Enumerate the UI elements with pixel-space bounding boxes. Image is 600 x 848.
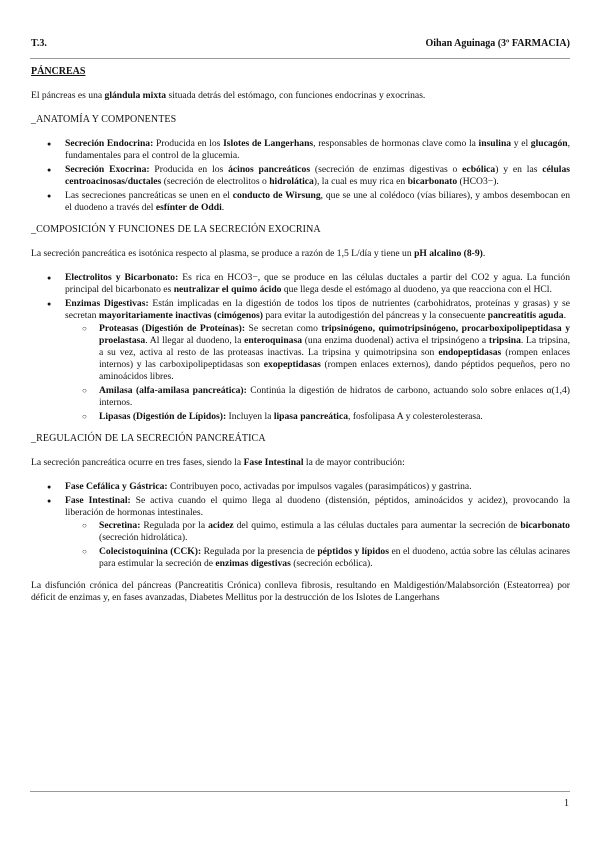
section-heading-regulacion: _REGULACIÓN DE LA SECRECIÓN PANCREÁTICA bbox=[31, 433, 266, 444]
list-item: ○ Amilasa (alfa-amilasa pancreática): Continúa la digestión de hidratos de carbono, actuando solo sobre enlaces α(1,4) internos. bbox=[65, 385, 570, 409]
header-topic: T.3. bbox=[31, 38, 47, 49]
hormonas-sublist bbox=[65, 520, 570, 570]
bold-term: insulina bbox=[478, 138, 512, 149]
list-item: ○ Lipasas (Digestión de Lípidos): Incluyen la lipasa pancreática, fosfolipasa A y colesterolesterasa. bbox=[65, 411, 570, 423]
bold-term: glándula mixta bbox=[104, 90, 167, 101]
bold-term: pH alcalino (8-9) bbox=[414, 248, 483, 259]
list-item: ○ Proteasas (Digestión de Proteínas): Se secretan como tripsinógeno, quimotripsinógeno, procarboxipolipeptidasa y proelastasa. Al llegar al duodeno, la enteroquinasa (una enzima duodenal) activa el tripsinógeno a tripsina. La tripsina, a su vez, activa al resto de las proteasas inactivas. La tripsina y quimotripsina son endopeptidasas (rompen enlaces internos) y las carboxipolipeptidasas son exopeptidasas (rompen enlaces externos), dando péptidos pequeños, pero no aminoácidos libres. bbox=[65, 323, 570, 383]
intro-paragraph: El páncreas es una glándula mixta situada detrás del estómago, con funciones endocrinas y exocrinas. bbox=[31, 90, 426, 101]
list-item: ● Fase Cefálica y Gástrica: Contribuyen poco, activadas por impulsos vagales (parasimpáticos) y gastrina. bbox=[31, 481, 570, 493]
bold-term: Proteasas (Digestión de Proteínas): bbox=[99, 323, 246, 334]
list-item: ● Electrolitos y Bicarbonato: Es rica en HCO3−, que se produce en las células ductales a partir del CO2 y agua. La función principal del bicarbonato es neutralizar el quimo ácido que llega desde el estómago al duodeno, ya que reacciona con el HCl. bbox=[31, 272, 570, 296]
enzimas-sublist bbox=[65, 323, 570, 423]
bold-term: Electrolitos y Bicarbonato: bbox=[65, 272, 179, 283]
header-rule bbox=[30, 58, 570, 59]
regulacion-list bbox=[31, 481, 570, 570]
bold-term: células centroacinosas/ductales bbox=[65, 164, 570, 187]
bold-term: pancreatitis aguda bbox=[487, 310, 564, 321]
list-item: ● Secreción Exocrina: Producida en los ácinos pancreáticos (secreción de enzimas digestivas o ecbólica) y en las células centroacinosas/ductales (secreción de electrolitos o hidrolática), la cual es muy rica en bicarbonato (HCO3−). bbox=[31, 164, 570, 188]
list-item: ● Secreción Endocrina: Producida en los Islotes de Langerhans, responsables de hormonas clave como la insulina y el glucagón, fundamentales para el control de la glucemia. bbox=[31, 138, 570, 162]
bold-term: péptidos y lípidos bbox=[317, 546, 389, 557]
section-heading-anatomia: _ANATOMÍA Y COMPONENTES bbox=[31, 114, 177, 125]
list-item: ○ Secretina: Regulada por la acidez del quimo, estimula a las células ductales para aumentar la secreción de bicarbonato (secreción hidrolática). bbox=[65, 520, 570, 544]
anatomia-list bbox=[31, 138, 570, 214]
bold-term: Secreción Endocrina: bbox=[65, 138, 154, 149]
list-item bbox=[31, 298, 570, 423]
bold-term: Enzimas Digestivas: bbox=[65, 298, 149, 309]
bold-term: bicarbonato bbox=[407, 176, 458, 187]
bold-term: Secretina: bbox=[99, 520, 141, 531]
bold-term: Lipasas (Digestión de Lípidos): bbox=[99, 411, 227, 422]
bold-term: hidrolática bbox=[269, 176, 314, 187]
footer-rule bbox=[30, 791, 570, 792]
bold-term: mayoritariamente inactivas (cimógenos) bbox=[98, 310, 263, 321]
bold-term: tripsina bbox=[488, 335, 521, 346]
regulacion-intro: La secreción pancreática ocurre en tres fases, siendo la Fase Intestinal la de mayor contribución: bbox=[31, 457, 405, 468]
enzimas-text: Enzimas Digestivas: Están implicadas en la digestión de todos los tipos de nutrientes (carbohidratos, proteínas y grasas) y se secretan mayoritariamente inactivas (cimógenos) para evitar la autodigestión del páncreas y la consecuente pancreatitis aguda. bbox=[65, 298, 570, 321]
list-item: ● Las secreciones pancreáticas se unen en el conducto de Wirsung, que se une al colédoco (vías biliares), y ambos desembocan en el duodeno a través del esfínter de Oddi. bbox=[31, 190, 570, 214]
bold-term: Fase Cefálica y Gástrica: bbox=[65, 481, 168, 492]
fase-intestinal-text: Fase Intestinal: Se activa cuando el quimo llega al duodeno (distensión, péptidos, aminoácidos y acidez), provocando la liberación de hormonas intestinales. bbox=[65, 495, 570, 518]
bold-term: enzimas digestivas bbox=[215, 558, 291, 569]
bold-term: endopeptidasas bbox=[438, 347, 502, 358]
composicion-intro: La secreción pancreática es isotónica respecto al plasma, se produce a razón de 1,5 L/día y tiene un pH alcalino (8-9). bbox=[31, 248, 486, 259]
bold-term: bicarbonato bbox=[520, 520, 570, 531]
bold-term: enteroquinasa bbox=[244, 335, 303, 346]
bold-term: conducto de Wirsung bbox=[232, 190, 321, 201]
bold-term: Islotes de Langerhans bbox=[223, 138, 314, 149]
bold-term: Fase Intestinal: bbox=[65, 495, 131, 506]
list-item: ○ Colecistoquinina (CCK): Regulada por la presencia de péptidos y lípidos en el duodeno, actúa sobre las células acinares para estimular la secreción de enzimas digestivas (secreción ecbólica). bbox=[65, 546, 570, 570]
bold-term: esfínter de Oddi bbox=[155, 202, 222, 213]
bold-term: Colecistoquinina (CCK): bbox=[99, 546, 202, 557]
page-number: 1 bbox=[564, 798, 569, 809]
page-title: PÁNCREAS bbox=[31, 66, 86, 77]
bold-term: Fase Intestinal bbox=[243, 457, 304, 468]
header-author: Oihan Aguinaga (3º FARMACIA) bbox=[425, 38, 570, 49]
bold-term: exopeptidasas bbox=[263, 359, 321, 370]
composicion-list bbox=[31, 272, 570, 423]
bold-term: Secreción Exocrina: bbox=[65, 164, 150, 175]
document-body bbox=[31, 66, 570, 616]
bold-term: ecbólica bbox=[462, 164, 496, 175]
bold-term: Amilasa (alfa-amilasa pancreática): bbox=[99, 385, 247, 396]
bold-term: ácinos pancreáticos bbox=[228, 164, 311, 175]
list-item bbox=[31, 495, 570, 570]
conclusion-paragraph: La disfunción crónica del páncreas (Pancreatitis Crónica) conlleva fibrosis, resultando en Maldigestión/Malabsorción (Esteatorrea) por déficit de enzimas y, en fases avanzadas, Diabetes Mellitus por la destrucción de los Islotes de Langerhans bbox=[31, 580, 570, 603]
bold-term: glucagón bbox=[530, 138, 568, 149]
bold-term: neutralizar el quimo ácido bbox=[173, 284, 282, 295]
section-heading-composicion: _COMPOSICIÓN Y FUNCIONES DE LA SECRECIÓN EXOCRINA bbox=[31, 224, 321, 235]
bold-term: lipasa pancreática bbox=[273, 411, 349, 422]
bold-term: acidez bbox=[208, 520, 234, 531]
bold-term: tripsinógeno, quimotripsinógeno, procarboxipolipeptidasa y proelastasa bbox=[99, 323, 570, 346]
